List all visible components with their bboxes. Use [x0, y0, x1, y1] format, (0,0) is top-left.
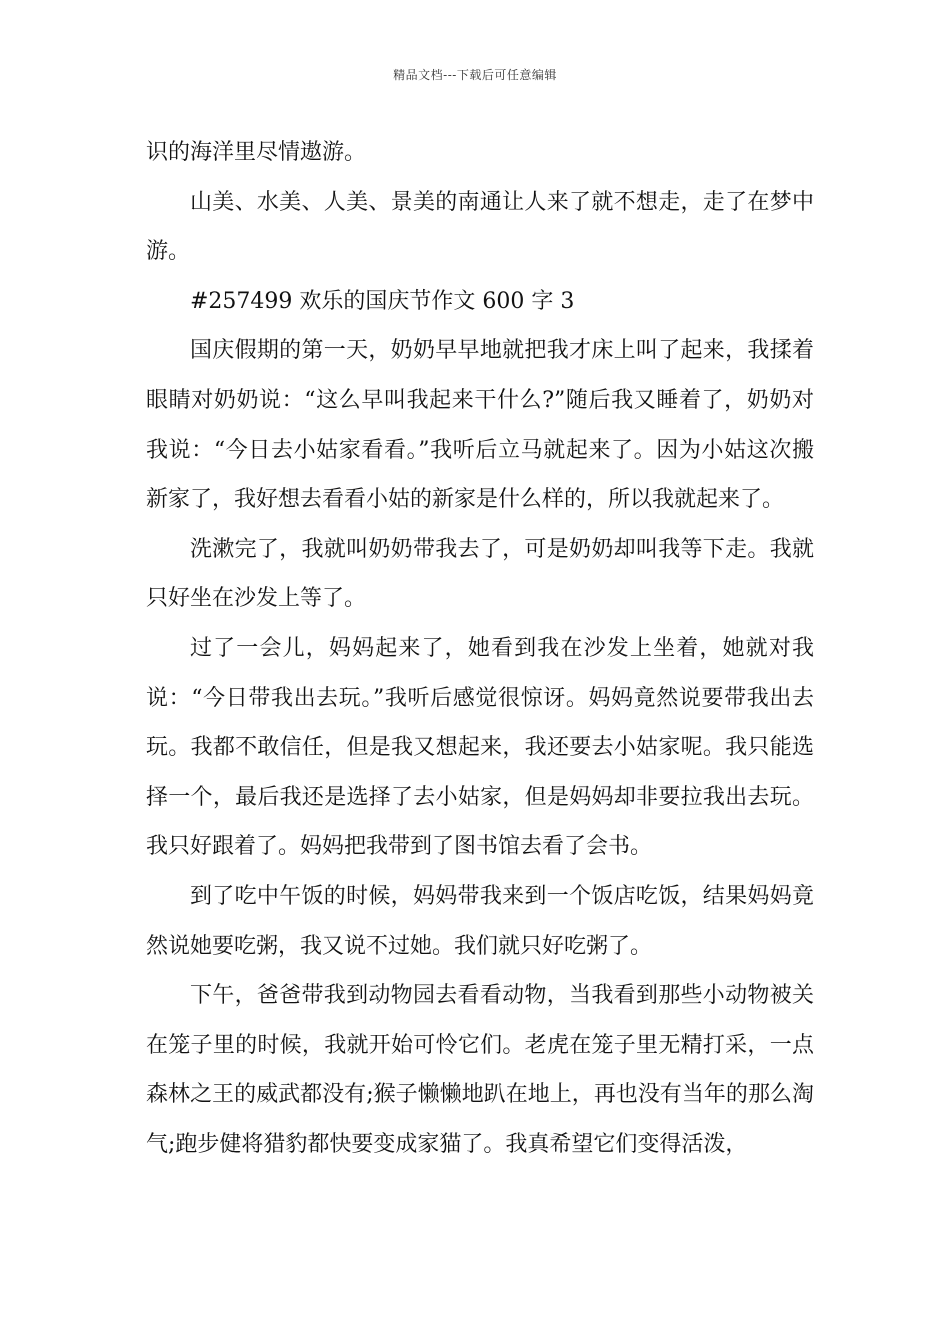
paragraph: 过了一会儿，妈妈起来了，她看到我在沙发上坐着，她就对我说：“今日带我出去玩。”我听后感觉很惊讶。妈妈竟然说要带我出去玩。我都不敢信任，但是我又想起来，我还要去小姑家呢。我只能选择一个，最后我还是选择了去小姑家，但是妈妈却非要拉我出去玩。我只好跟着了。妈妈把我带到了图书馆去看了会书。: [146, 635, 814, 860]
paragraph: 山美、水美、人美、景美的南通让人来了就不想走，走了在梦中游。: [146, 189, 814, 265]
paragraph-continuation: 识的海洋里尽情遨游。: [146, 140, 367, 165]
paragraph: 洗漱完了，我就叫奶奶带我去了，可是奶奶却叫我等下走。我就只好坐在沙发上等了。: [146, 536, 814, 612]
essay-title: #257499 欢乐的国庆节作文 600 字 3: [190, 288, 575, 314]
document-body: [146, 128, 814, 1169]
paragraph: 下午，爸爸带我到动物园去看看动物，当我看到那些小动物被关在笼子里的时候，我就开始可怜它们。老虎在笼子里无精打采，一点森林之王的威武都没有;猴子懒懒地趴在地上，再也没有当年的那么淘气;跑步健将猎豹都快要变成家猫了。我真希望它们变得活泼，: [146, 983, 814, 1157]
paragraph: 国庆假期的第一天，奶奶早早地就把我才床上叫了起来，我揉着眼睛对奶奶说：“这么早叫我起来干什么?”随后我又睡着了，奶奶对我说：“今日去小姑家看看。”我听后立马就起来了。因为小姑这次搬新家了，我好想去看看小姑的新家是什么样的，所以我就起来了。: [146, 338, 814, 513]
page-header: 精品文档---下载后可任意编辑: [393, 68, 557, 82]
paragraph: 到了吃中午饭的时候，妈妈带我来到一个饭店吃饭，结果妈妈竟然说她要吃粥，我又说不过她。我们就只好吃粥了。: [146, 883, 814, 959]
